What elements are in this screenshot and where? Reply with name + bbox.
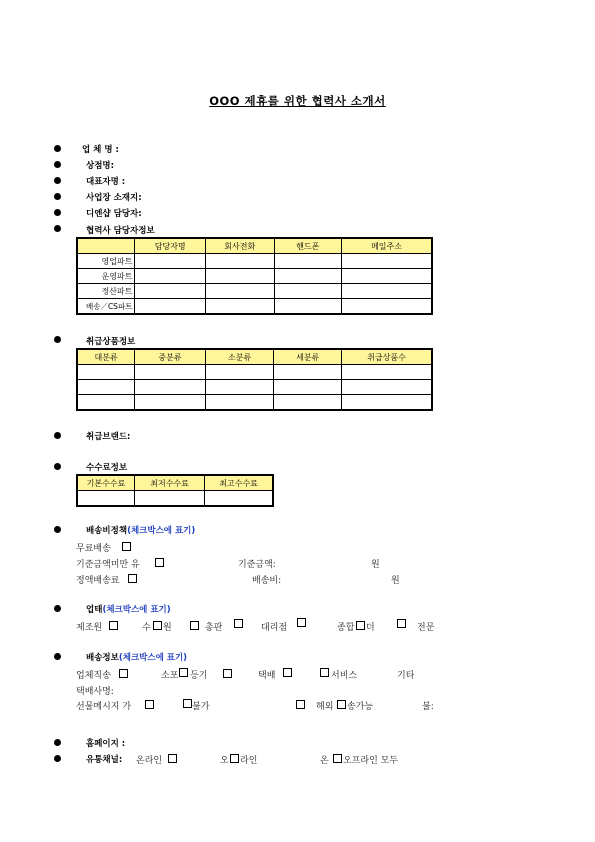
table-cell[interactable]: [342, 380, 433, 395]
channel-offline-b: 라인: [240, 756, 258, 766]
contact-header: 회사전화: [205, 238, 274, 254]
homepage-label: 홈페이지 :: [86, 739, 126, 749]
page-title: OOO 제휴를 위한 협력사 소개서: [209, 94, 386, 108]
table-cell[interactable]: [205, 284, 274, 299]
conditional-shipping-option: 기준금액미만 유: [76, 560, 140, 570]
contact-row-label: 운영파트: [77, 269, 135, 284]
contact-row-label: 배송／CS파트: [77, 299, 135, 315]
fees-header: 기본수수료: [77, 475, 134, 491]
contact-header: 담당자명: [135, 238, 206, 254]
option-general-b: 더: [366, 623, 375, 633]
products-header: 소분류: [205, 349, 274, 365]
company-label: 업 체 명 :: [82, 145, 119, 155]
option-registered: 등기: [190, 671, 208, 681]
conditional-shipping-checkbox[interactable]: [155, 558, 164, 567]
option-manufacturer: 제조원: [76, 623, 103, 633]
products-header: 중분류: [135, 349, 206, 365]
contact-header: 핸드폰: [274, 238, 342, 254]
overseas-option-a: 해외: [316, 702, 334, 712]
online-checkbox[interactable]: [168, 754, 177, 763]
bullet: [54, 177, 61, 184]
business-type-heading: [86, 603, 171, 615]
table-cell[interactable]: [77, 380, 135, 395]
ceo-label: 대표자명 :: [86, 177, 126, 187]
courier-name-label: 택배사명:: [76, 687, 114, 697]
overseas-checkbox[interactable]: [296, 700, 305, 709]
business-type-note: (체크박스에 표기): [102, 605, 171, 615]
manufacturer-checkbox[interactable]: [109, 621, 118, 630]
option-parcel: 소포: [161, 671, 179, 681]
parcel-checkbox[interactable]: [179, 668, 188, 677]
gift-message-no-checkbox[interactable]: [183, 699, 192, 708]
table-cell[interactable]: [342, 365, 433, 380]
contact-header: [77, 238, 135, 254]
channel-both-b: 오프라인 모두: [343, 756, 399, 766]
table-cell[interactable]: [205, 395, 274, 411]
products-label: 취급상품정보: [86, 337, 136, 347]
channel-label: 유통채널:: [86, 755, 123, 765]
table-cell[interactable]: [342, 284, 432, 299]
bullet: [54, 336, 61, 343]
option-courier: 택배: [258, 671, 276, 681]
business-type-label: 업태: [86, 605, 103, 615]
distributor-checkbox[interactable]: [190, 621, 199, 630]
bullet: [54, 432, 61, 439]
table-cell[interactable]: [77, 395, 135, 411]
option-distributor: 총판: [205, 623, 223, 633]
table-cell[interactable]: [274, 365, 342, 380]
bullet: [54, 739, 61, 746]
gift-message-option: 선물메시지 가: [76, 702, 132, 712]
bullet: [54, 145, 61, 152]
shipping-info-heading: [86, 651, 187, 663]
option-agency: 대리점: [261, 623, 288, 633]
shipping-policy-label: 배송비정책: [86, 526, 128, 536]
bullet: [54, 463, 61, 470]
brands-label: 취급브랜드:: [86, 432, 131, 442]
bullet: [54, 605, 61, 612]
fees-label: 수수료정보: [86, 463, 128, 473]
table-cell[interactable]: [205, 491, 273, 507]
direct-checkbox[interactable]: [119, 669, 128, 678]
table-cell[interactable]: [135, 269, 206, 284]
option-direct: 업체직송: [76, 671, 111, 681]
channel-online: 온라인: [136, 756, 163, 766]
table-cell[interactable]: [205, 299, 274, 315]
bullet: [54, 193, 61, 200]
shipping-fee-label: 배송비:: [252, 576, 282, 586]
table-cell[interactable]: [135, 254, 206, 269]
overseas-no: 불:: [422, 702, 434, 712]
registered-checkbox[interactable]: [223, 669, 232, 678]
contact-table: [76, 237, 433, 315]
importer-checkbox[interactable]: [153, 621, 162, 630]
table-cell[interactable]: [274, 269, 342, 284]
service-checkbox[interactable]: [320, 668, 329, 677]
offline-checkbox[interactable]: [230, 754, 239, 763]
table-cell[interactable]: [342, 395, 433, 411]
channel-offline-a: 오: [220, 756, 229, 766]
table-cell[interactable]: [135, 365, 206, 380]
table-cell[interactable]: [205, 380, 274, 395]
both-checkbox[interactable]: [333, 754, 342, 763]
courier-checkbox[interactable]: [283, 668, 292, 677]
overseas-checkbox-2[interactable]: [337, 700, 346, 709]
table-cell[interactable]: [205, 269, 274, 284]
table-cell[interactable]: [274, 380, 342, 395]
bullet: [54, 755, 61, 762]
table-cell[interactable]: [77, 491, 134, 507]
bullet: [54, 161, 61, 168]
specialty-checkbox[interactable]: [397, 619, 406, 628]
fees-table: [76, 474, 274, 507]
option-importer-a: 수: [142, 623, 151, 633]
md-label: 디엔샵 담당자:: [86, 209, 142, 219]
products-table: [76, 348, 433, 411]
option-importer-b: 원: [163, 623, 172, 633]
base-amount-label: 기준금액:: [238, 560, 276, 570]
free-shipping-option: 무료배송: [76, 544, 111, 554]
table-cell[interactable]: [77, 365, 135, 380]
contact-row-label: 영업파트: [77, 254, 135, 269]
option-specialty: 전문: [417, 623, 435, 633]
won-unit: 원: [391, 576, 400, 586]
brand-name-label: 상점명:: [86, 161, 115, 171]
table-cell[interactable]: [135, 380, 206, 395]
shipping-policy-note: (체크박스에 표기): [127, 526, 196, 536]
table-cell[interactable]: [134, 491, 204, 507]
products-header: 취급상품수: [342, 349, 433, 365]
table-cell[interactable]: [135, 284, 206, 299]
flat-shipping-option: 정액배송료: [76, 576, 120, 586]
fees-header: 최저수수료: [134, 475, 204, 491]
products-header: 대분류: [77, 349, 135, 365]
fees-header: 최고수수료: [205, 475, 273, 491]
table-cell[interactable]: [274, 284, 342, 299]
contact-row-label: 정산파트: [77, 284, 135, 299]
bullet: [54, 526, 61, 533]
flat-shipping-checkbox[interactable]: [128, 574, 137, 583]
table-cell[interactable]: [205, 254, 274, 269]
contact-header: 메일주소: [342, 238, 432, 254]
table-cell[interactable]: [342, 269, 432, 284]
table-cell[interactable]: [205, 365, 274, 380]
table-cell[interactable]: [135, 299, 206, 315]
option-service: 서비스: [331, 671, 358, 681]
agency-checkbox[interactable]: [234, 619, 243, 628]
overseas-option-b: 송가능: [347, 702, 374, 712]
shipping-policy-heading: [86, 524, 195, 536]
gift-message-checkbox[interactable]: [145, 700, 154, 709]
table-cell[interactable]: [274, 254, 342, 269]
free-shipping-checkbox[interactable]: [122, 542, 131, 551]
table-cell[interactable]: [135, 395, 206, 411]
won-unit: 원: [371, 560, 380, 570]
table-cell[interactable]: [274, 299, 342, 315]
general-checkbox[interactable]: [356, 621, 365, 630]
option-etc: 기타: [397, 671, 415, 681]
option-general-a: 종합: [337, 623, 355, 633]
agency-checkbox-2[interactable]: [297, 618, 306, 627]
shipping-info-note: (체크박스에 표기): [118, 653, 188, 663]
contact-label: 협력사 담당자정보: [86, 226, 155, 236]
bullet: [54, 225, 61, 232]
bullet: [54, 653, 61, 660]
address-label: 사업장 소재지:: [86, 193, 142, 203]
table-cell[interactable]: [274, 395, 342, 411]
gift-message-no: 불가: [192, 702, 210, 712]
shipping-info-label: 배송정보: [86, 653, 119, 663]
bullet: [54, 209, 61, 216]
products-header: 세분류: [274, 349, 342, 365]
channel-both-a: 온: [320, 756, 329, 766]
table-cell[interactable]: [342, 254, 432, 269]
table-cell[interactable]: [342, 299, 432, 315]
